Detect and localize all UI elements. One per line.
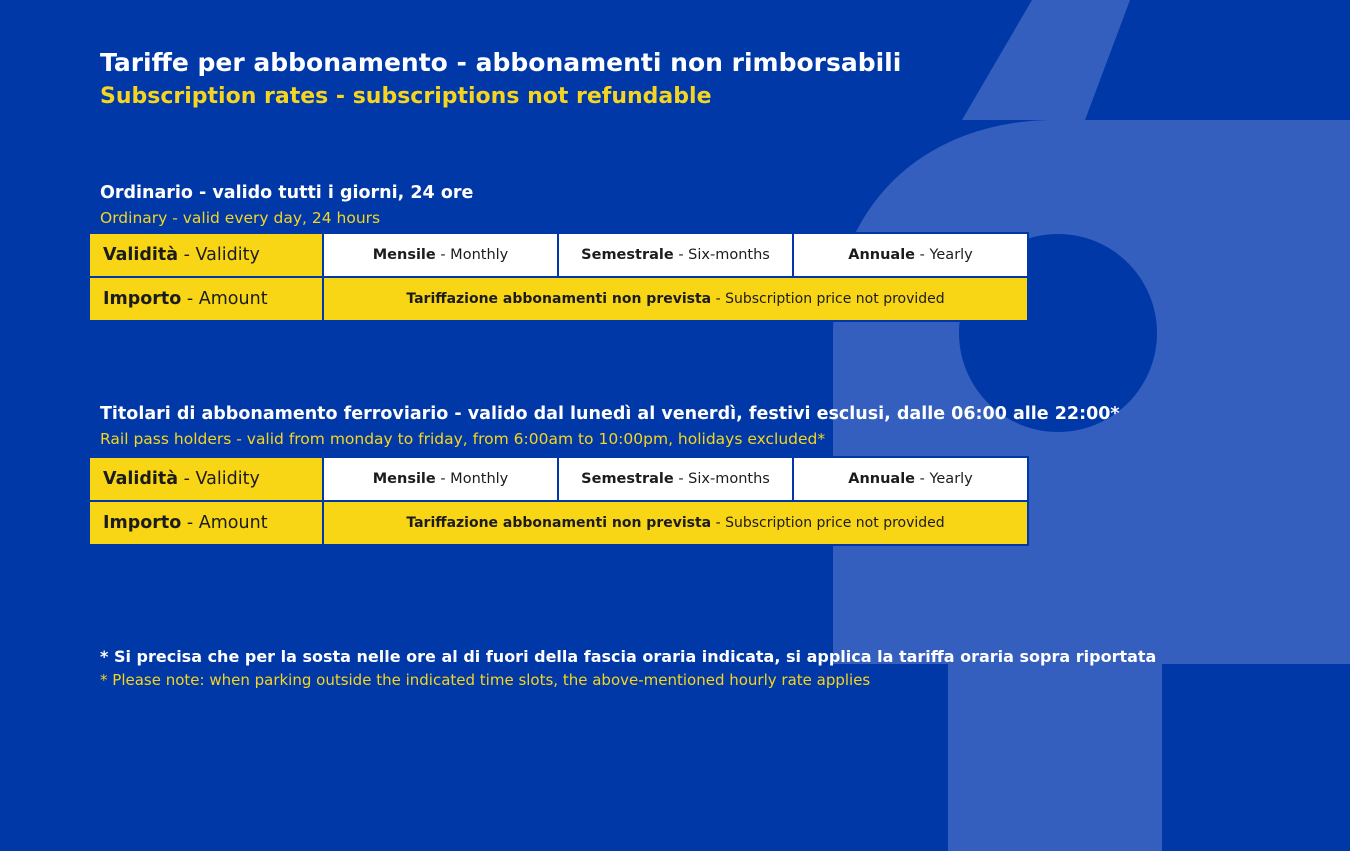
- table-row-amount: [89, 501, 1028, 545]
- amount-label-cell: [89, 277, 323, 321]
- validity-label-cell: [89, 457, 323, 501]
- section-subtitle-ordinary: Ordinary - valid every day, 24 hours: [100, 209, 381, 227]
- period-label-en: - Monthly: [440, 247, 509, 263]
- period-cell-yearly: [793, 233, 1028, 277]
- validity-label-en: - Validity: [183, 245, 260, 265]
- period-label-en: - Yearly: [919, 471, 973, 487]
- amount-label-en: - Amount: [186, 289, 268, 309]
- amount-note-cell: [323, 277, 1028, 321]
- amount-note-en: - Subscription price not provided: [715, 515, 945, 531]
- period-label-it: Mensile: [372, 471, 436, 487]
- period-cell-monthly: [323, 457, 558, 501]
- table-row-validity: [89, 233, 1028, 277]
- rate-table-ordinary: [88, 232, 1029, 322]
- period-cell-monthly: [323, 233, 558, 277]
- table-row-validity: [89, 457, 1028, 501]
- amount-note-cell: [323, 501, 1028, 545]
- amount-note-en: - Subscription price not provided: [715, 291, 945, 307]
- period-label-it: Mensile: [372, 247, 436, 263]
- table-row-amount: [89, 277, 1028, 321]
- amount-label-en: - Amount: [186, 513, 268, 533]
- period-label-it: Semestrale: [581, 471, 674, 487]
- validity-label-it: Validità: [103, 469, 179, 489]
- amount-note-it: Tariffazione abbonamenti non prevista: [406, 291, 712, 307]
- page-title: Tariffe per abbonamento - abbonamenti non rimborsabili: [100, 48, 902, 77]
- period-cell-six-months: [558, 233, 793, 277]
- section-subtitle-rail-pass: Rail pass holders - valid from monday to friday, from 6:00am to 10:00pm, holidays excluded*: [100, 430, 826, 448]
- amount-label-cell: [89, 501, 323, 545]
- period-cell-yearly: [793, 457, 1028, 501]
- section-title-ordinary: Ordinario - valido tutti i giorni, 24 ore: [100, 183, 474, 203]
- period-label-en: - Yearly: [919, 247, 973, 263]
- period-label-it: Annuale: [848, 471, 915, 487]
- footnote-it: * Si precisa che per la sosta nelle ore al di fuori della fascia oraria indicata, si applica la tariffa oraria sopra riportata: [100, 647, 1157, 666]
- period-label-it: Semestrale: [581, 247, 674, 263]
- amount-note-it: Tariffazione abbonamenti non prevista: [406, 515, 712, 531]
- section-title-rail-pass: Titolari di abbonamento ferroviario - valido dal lunedì al venerdì, festivi esclusi, dalle 06:00 alle 22:00*: [100, 404, 1120, 424]
- period-label-en: - Six-months: [678, 247, 770, 263]
- validity-label-it: Validità: [103, 245, 179, 265]
- period-label-en: - Monthly: [440, 471, 509, 487]
- period-label-en: - Six-months: [678, 471, 770, 487]
- amount-label-it: Importo: [103, 513, 182, 533]
- page-subtitle: Subscription rates - subscriptions not refundable: [100, 84, 712, 109]
- period-cell-six-months: [558, 457, 793, 501]
- validity-label-en: - Validity: [183, 469, 260, 489]
- footnote-en: * Please note: when parking outside the indicated time slots, the above-mentioned hourly rate applies: [100, 671, 871, 689]
- rate-table-rail-pass: [88, 456, 1029, 546]
- validity-label-cell: [89, 233, 323, 277]
- amount-label-it: Importo: [103, 289, 182, 309]
- period-label-it: Annuale: [848, 247, 915, 263]
